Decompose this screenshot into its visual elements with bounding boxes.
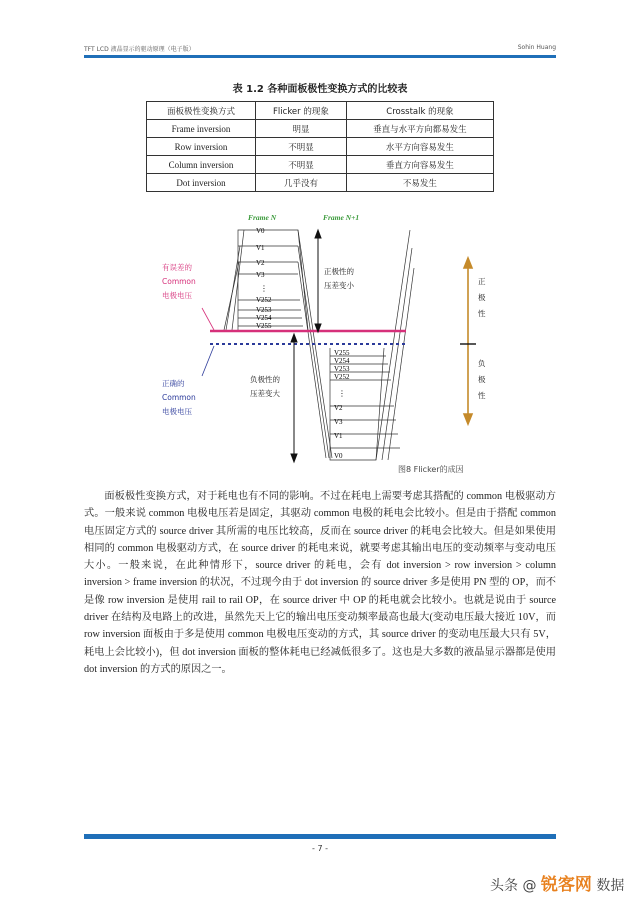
correct-common-label: 正确的 Common 电极电压 [162, 379, 196, 416]
watermark-prefix: 头条 @ [490, 878, 537, 894]
neg-diff-arrow [291, 334, 297, 462]
table-caption: 表 1.2 各种面板极性变换方式的比较表 [232, 84, 408, 95]
header-rule [84, 55, 556, 58]
footer-rule [84, 834, 556, 839]
level-label: V1 [256, 244, 265, 252]
table-cell: 几乎没有 [256, 174, 347, 192]
level-label: V1 [334, 432, 343, 440]
correct-common-pointer [202, 346, 214, 376]
level-label: V3 [334, 418, 343, 426]
table-cell: Frame inversion [147, 120, 256, 138]
level-label: V253 [256, 306, 272, 314]
wrong-common-label: 有误差的 Common 电极电压 [162, 263, 196, 300]
level-label: V252 [256, 296, 272, 304]
table-cell: Dot inversion [147, 174, 256, 192]
comparison-table [146, 101, 494, 192]
polarity-axis [464, 258, 472, 424]
positive-polarity-label: 正 极 性 [478, 277, 486, 318]
page-number: - 7 - [312, 844, 328, 853]
frame-n1-label: Frame N+1 [323, 213, 360, 222]
header-title: TFT LCD 液晶显示的驱动原理（电子版） [84, 46, 195, 53]
watermark [490, 870, 624, 895]
level-label: V254 [334, 357, 350, 365]
table-cell: 明显 [256, 120, 347, 138]
table-cell: 垂直方向容易发生 [346, 156, 493, 174]
table-cell: 垂直与水平方向都易发生 [346, 120, 493, 138]
table-cell: 不明显 [256, 156, 347, 174]
level-label: V255 [256, 322, 272, 330]
level-label: V252 [334, 373, 350, 381]
table-cell: Row inversion [147, 138, 256, 156]
table-cell: 不明显 [256, 138, 347, 156]
level-label: V0 [334, 452, 343, 460]
body-text [84, 488, 556, 678]
table-row [147, 120, 494, 138]
negative-polarity-label: 负 极 性 [478, 359, 486, 400]
table-header-row [147, 102, 494, 120]
pos-diff-arrow [315, 230, 321, 332]
dots-label: ⋮ [338, 389, 346, 398]
level-label: V255 [334, 349, 350, 357]
table-header-cell: Flicker 的现象 [256, 102, 347, 120]
level-label: V2 [334, 404, 343, 412]
dots-label: ⋮ [260, 284, 268, 293]
figure-caption: 图8 Flicker的成因 [398, 465, 464, 474]
level-label: V254 [256, 314, 272, 322]
level-label: V3 [256, 271, 265, 279]
table-row [147, 174, 494, 192]
watermark-suffix: 数据 [596, 878, 625, 894]
wrong-common-pointer [202, 308, 214, 330]
page-header [84, 44, 556, 53]
neg-diff-label: 负极性的 压差变大 [250, 375, 280, 398]
header-author: Sohin Huang [517, 44, 556, 51]
pos-diff-label: 正极性的 压差变小 [324, 267, 354, 290]
level-label: V253 [334, 365, 350, 373]
frame-n-label: Frame N [248, 213, 277, 222]
table-header-cell: Crosstalk 的现象 [346, 102, 493, 120]
table-cell: 水平方向容易发生 [346, 138, 493, 156]
flicker-diagram [148, 208, 494, 480]
table-cell: Column inversion [147, 156, 256, 174]
level-label: V0 [256, 227, 265, 235]
table-cell: 不易发生 [346, 174, 493, 192]
body-paragraph: 面板极性变换方式，对于耗电也有不同的影响。不过在耗电上需要考虑其搭配的 common 电极驱动方式。一般来说 common 电极电压若是固定，其驱动 common 电极的耗电会比较小。但是由于搭配 common 电压固定方式的 source driver 其所需的电压比较高，反而在 source driver 的耗电会比较大。但是如果使用相同的 common 电极驱动方式，在 source driver 的耗电来说，就要考虑其输出电压的变动频率与变动电压大小。一般来说，在此种情形下，source driver 的耗电，会有 dot inversion > row inversion > column inversion > frame inversion 的状况，不过现今由于 dot inversion 的 source driver 多是使用 PN 型的 OP，而不是像 row inversion 是使用 rail to rail OP，在 source driver 中 OP 的耗电就会比较小。也就是说由于 source driver 在结构及电路上的改进，虽然先天上它的输出电压变动频率最高也最大(变动电压最大接近 10V，而 row inversion 面板由于多是使用 common 电极电压变动的方式，其 source driver 的变动电压最大只有 5V，耗电上会比较小)，但 dot inversion 面板的整体耗电已经减低很多了。这也是大多数的液晶显示器都是使用 dot inversion 的方式的原因之一。 [84, 491, 556, 675]
level-label: V2 [256, 259, 265, 267]
table-row [147, 156, 494, 174]
table-row [147, 138, 494, 156]
table-header-cell: 面板极性变换方式 [147, 102, 256, 120]
watermark-brand: 锐客网 [540, 875, 592, 895]
